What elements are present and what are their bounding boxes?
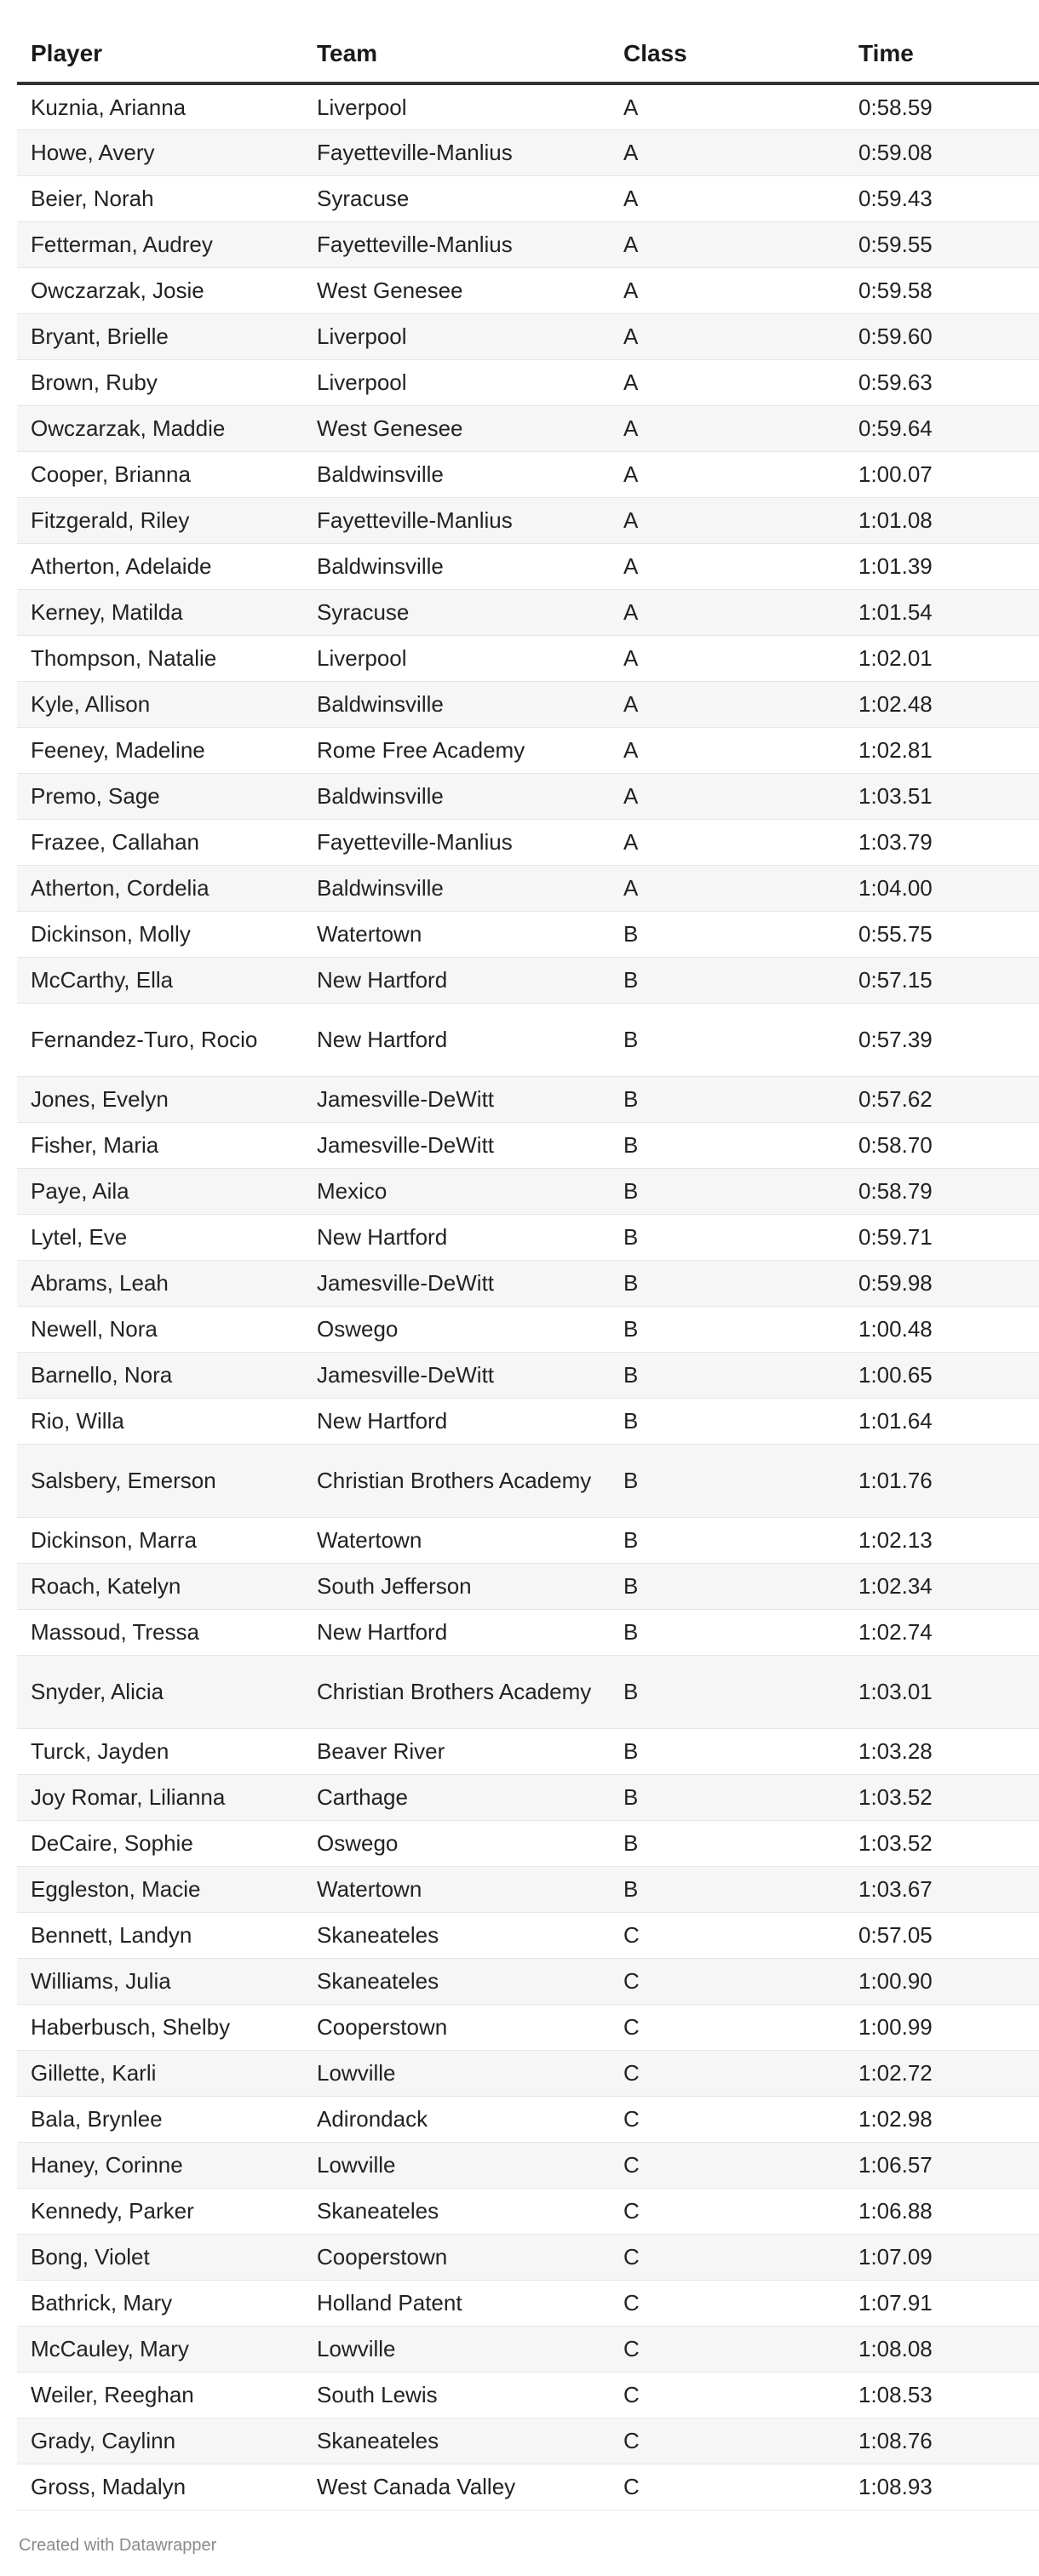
cell-time: 0:59.63: [845, 359, 1039, 405]
table-row: [17, 497, 1039, 543]
cell-player: Owczarzak, Maddie: [17, 405, 303, 451]
cell-class: C: [610, 1912, 845, 1958]
table-row: [17, 2280, 1039, 2326]
cell-player: Newell, Nora: [17, 1306, 303, 1352]
cell-class: A: [610, 635, 845, 681]
table-row: [17, 589, 1039, 635]
cell-class: C: [610, 2326, 845, 2372]
cell-team: Jamesville-DeWitt: [303, 1260, 610, 1306]
cell-time: 1:02.72: [845, 2050, 1039, 2096]
table-row: [17, 451, 1039, 497]
cell-time: 1:00.48: [845, 1306, 1039, 1352]
table-row: [17, 1168, 1039, 1214]
cell-class: A: [610, 221, 845, 267]
cell-team: West Genesee: [303, 267, 610, 313]
datawrapper-credit: Created with Datawrapper: [19, 2535, 217, 2555]
table-row: [17, 1958, 1039, 2004]
cell-time: 1:07.91: [845, 2280, 1039, 2326]
table-row: [17, 1517, 1039, 1563]
cell-team: Adirondack: [303, 2096, 610, 2142]
cell-player: Atherton, Cordelia: [17, 865, 303, 911]
cell-time: 0:55.75: [845, 911, 1039, 957]
cell-player: Dickinson, Marra: [17, 1517, 303, 1563]
cell-class: C: [610, 2234, 845, 2280]
cell-team: Watertown: [303, 1866, 610, 1912]
cell-time: 1:01.39: [845, 543, 1039, 589]
cell-player: Barnello, Nora: [17, 1352, 303, 1398]
table-row: [17, 1306, 1039, 1352]
cell-player: Kerney, Matilda: [17, 589, 303, 635]
cell-player: Fitzgerald, Riley: [17, 497, 303, 543]
cell-class: B: [610, 1728, 845, 1774]
cell-class: A: [610, 773, 845, 819]
cell-class: C: [610, 2464, 845, 2510]
cell-player: Haberbusch, Shelby: [17, 2004, 303, 2050]
cell-team: Syracuse: [303, 175, 610, 221]
cell-class: A: [610, 543, 845, 589]
cell-team: Carthage: [303, 1774, 610, 1820]
cell-time: 0:58.79: [845, 1168, 1039, 1214]
header-row: [17, 0, 1039, 83]
table-row: [17, 1122, 1039, 1168]
cell-team: Lowville: [303, 2142, 610, 2188]
cell-time: 1:00.65: [845, 1352, 1039, 1398]
table-row: [17, 819, 1039, 865]
cell-player: Abrams, Leah: [17, 1260, 303, 1306]
cell-team: West Genesee: [303, 405, 610, 451]
cell-class: C: [610, 2142, 845, 2188]
cell-time: 1:02.01: [845, 635, 1039, 681]
table-row: [17, 221, 1039, 267]
table-row: [17, 1003, 1039, 1076]
cell-class: B: [610, 1214, 845, 1260]
cell-player: Bennett, Landyn: [17, 1912, 303, 1958]
cell-player: Massoud, Tressa: [17, 1609, 303, 1655]
cell-team: Christian Brothers Academy: [303, 1444, 610, 1517]
cell-time: 0:59.71: [845, 1214, 1039, 1260]
cell-time: 1:08.53: [845, 2372, 1039, 2418]
cell-team: Lowville: [303, 2050, 610, 2096]
cell-time: 0:57.05: [845, 1912, 1039, 1958]
cell-team: New Hartford: [303, 1003, 610, 1076]
cell-time: 0:59.58: [845, 267, 1039, 313]
cell-class: B: [610, 1563, 845, 1609]
cell-player: Haney, Corinne: [17, 2142, 303, 2188]
cell-class: B: [610, 1306, 845, 1352]
table-row: [17, 2234, 1039, 2280]
table-row: [17, 2142, 1039, 2188]
cell-time: 1:03.67: [845, 1866, 1039, 1912]
cell-player: Bryant, Brielle: [17, 313, 303, 359]
table-row: [17, 1774, 1039, 1820]
cell-class: A: [610, 865, 845, 911]
table-row: [17, 1655, 1039, 1728]
table-row: [17, 175, 1039, 221]
cell-player: Premo, Sage: [17, 773, 303, 819]
cell-team: Christian Brothers Academy: [303, 1655, 610, 1728]
cell-team: Skaneateles: [303, 1958, 610, 2004]
table-row: [17, 1866, 1039, 1912]
cell-time: 1:01.76: [845, 1444, 1039, 1517]
table-row: [17, 2418, 1039, 2464]
cell-player: Howe, Avery: [17, 129, 303, 175]
cell-time: 1:03.52: [845, 1774, 1039, 1820]
cell-class: A: [610, 359, 845, 405]
cell-team: Skaneateles: [303, 2188, 610, 2234]
cell-player: Bala, Brynlee: [17, 2096, 303, 2142]
cell-time: 1:02.34: [845, 1563, 1039, 1609]
table-row: [17, 359, 1039, 405]
cell-player: Frazee, Callahan: [17, 819, 303, 865]
cell-player: Grady, Caylinn: [17, 2418, 303, 2464]
cell-class: B: [610, 1609, 845, 1655]
cell-player: McCarthy, Ella: [17, 957, 303, 1003]
cell-player: Lytel, Eve: [17, 1214, 303, 1260]
table-row: [17, 1214, 1039, 1260]
cell-team: Skaneateles: [303, 1912, 610, 1958]
cell-team: New Hartford: [303, 1609, 610, 1655]
cell-team: Lowville: [303, 2326, 610, 2372]
column-header-class[interactable]: Class: [610, 0, 845, 83]
cell-player: Fernandez-Turo, Rocio: [17, 1003, 303, 1076]
cell-class: B: [610, 1774, 845, 1820]
cell-player: Fetterman, Audrey: [17, 221, 303, 267]
cell-team: Fayetteville-Manlius: [303, 129, 610, 175]
cell-team: New Hartford: [303, 957, 610, 1003]
cell-class: A: [610, 83, 845, 129]
cell-player: Kennedy, Parker: [17, 2188, 303, 2234]
cell-team: West Canada Valley: [303, 2464, 610, 2510]
cell-time: 0:58.70: [845, 1122, 1039, 1168]
cell-team: Cooperstown: [303, 2234, 610, 2280]
table-header: [17, 0, 1039, 83]
table-row: [17, 957, 1039, 1003]
cell-team: Skaneateles: [303, 2418, 610, 2464]
cell-player: Turck, Jayden: [17, 1728, 303, 1774]
cell-class: A: [610, 819, 845, 865]
cell-time: 1:03.79: [845, 819, 1039, 865]
table-row: [17, 727, 1039, 773]
table-row: [17, 1076, 1039, 1122]
cell-team: Syracuse: [303, 589, 610, 635]
cell-time: 1:03.51: [845, 773, 1039, 819]
cell-time: 0:58.59: [845, 83, 1039, 129]
cell-class: C: [610, 1958, 845, 2004]
table-row: [17, 543, 1039, 589]
cell-class: A: [610, 267, 845, 313]
cell-class: B: [610, 1820, 845, 1866]
table-row: [17, 1563, 1039, 1609]
cell-team: Liverpool: [303, 359, 610, 405]
cell-class: C: [610, 2004, 845, 2050]
cell-class: B: [610, 957, 845, 1003]
cell-time: 1:00.90: [845, 1958, 1039, 2004]
table-row: [17, 2096, 1039, 2142]
table-row: [17, 1728, 1039, 1774]
cell-class: B: [610, 1517, 845, 1563]
cell-time: 1:02.74: [845, 1609, 1039, 1655]
cell-class: B: [610, 1076, 845, 1122]
cell-time: 0:57.15: [845, 957, 1039, 1003]
cell-time: 0:59.55: [845, 221, 1039, 267]
cell-team: Mexico: [303, 1168, 610, 1214]
cell-player: Gross, Madalyn: [17, 2464, 303, 2510]
cell-time: 1:01.64: [845, 1398, 1039, 1444]
cell-time: 0:57.62: [845, 1076, 1039, 1122]
results-table: [17, 0, 1039, 2510]
cell-player: Beier, Norah: [17, 175, 303, 221]
cell-player: Brown, Ruby: [17, 359, 303, 405]
cell-class: B: [610, 1352, 845, 1398]
cell-time: 1:06.57: [845, 2142, 1039, 2188]
cell-player: Thompson, Natalie: [17, 635, 303, 681]
cell-time: 1:03.01: [845, 1655, 1039, 1728]
cell-class: B: [610, 1444, 845, 1517]
cell-team: Baldwinsville: [303, 451, 610, 497]
cell-player: Dickinson, Molly: [17, 911, 303, 957]
table-row: [17, 2004, 1039, 2050]
cell-team: New Hartford: [303, 1398, 610, 1444]
table-row: [17, 83, 1039, 129]
cell-player: Rio, Willa: [17, 1398, 303, 1444]
cell-class: A: [610, 129, 845, 175]
cell-time: 1:04.00: [845, 865, 1039, 911]
cell-class: C: [610, 2372, 845, 2418]
table-row: [17, 405, 1039, 451]
cell-team: Jamesville-DeWitt: [303, 1352, 610, 1398]
cell-team: Jamesville-DeWitt: [303, 1076, 610, 1122]
cell-player: Kyle, Allison: [17, 681, 303, 727]
table-row: [17, 2326, 1039, 2372]
cell-team: South Jefferson: [303, 1563, 610, 1609]
cell-player: Roach, Katelyn: [17, 1563, 303, 1609]
cell-team: Baldwinsville: [303, 865, 610, 911]
cell-player: Eggleston, Macie: [17, 1866, 303, 1912]
cell-player: Kuznia, Arianna: [17, 83, 303, 129]
cell-time: 1:00.99: [845, 2004, 1039, 2050]
cell-team: Fayetteville-Manlius: [303, 819, 610, 865]
cell-time: 1:01.08: [845, 497, 1039, 543]
cell-team: Baldwinsville: [303, 543, 610, 589]
cell-class: B: [610, 1003, 845, 1076]
cell-time: 1:01.54: [845, 589, 1039, 635]
table-row: [17, 635, 1039, 681]
cell-team: Liverpool: [303, 313, 610, 359]
cell-class: A: [610, 405, 845, 451]
cell-time: 1:02.81: [845, 727, 1039, 773]
cell-team: Fayetteville-Manlius: [303, 497, 610, 543]
cell-time: 1:07.09: [845, 2234, 1039, 2280]
cell-class: C: [610, 2280, 845, 2326]
cell-team: Holland Patent: [303, 2280, 610, 2326]
cell-team: Jamesville-DeWitt: [303, 1122, 610, 1168]
cell-time: 1:02.13: [845, 1517, 1039, 1563]
cell-team: Watertown: [303, 911, 610, 957]
cell-player: Bathrick, Mary: [17, 2280, 303, 2326]
cell-team: Fayetteville-Manlius: [303, 221, 610, 267]
cell-time: 0:59.43: [845, 175, 1039, 221]
column-header-team[interactable]: Team: [303, 0, 610, 83]
cell-class: C: [610, 2050, 845, 2096]
cell-player: Owczarzak, Josie: [17, 267, 303, 313]
table-body: [17, 83, 1039, 2510]
cell-class: A: [610, 451, 845, 497]
table-row: [17, 865, 1039, 911]
cell-class: B: [610, 1122, 845, 1168]
column-header-time[interactable]: Time: [845, 0, 1039, 83]
cell-team: Liverpool: [303, 83, 610, 129]
cell-time: 1:03.28: [845, 1728, 1039, 1774]
cell-team: Baldwinsville: [303, 681, 610, 727]
cell-player: Bong, Violet: [17, 2234, 303, 2280]
cell-class: A: [610, 313, 845, 359]
cell-team: Cooperstown: [303, 2004, 610, 2050]
table-row: [17, 1820, 1039, 1866]
cell-team: Oswego: [303, 1306, 610, 1352]
cell-class: B: [610, 911, 845, 957]
cell-time: 1:02.48: [845, 681, 1039, 727]
cell-team: Baldwinsville: [303, 773, 610, 819]
cell-team: Beaver River: [303, 1728, 610, 1774]
cell-player: Jones, Evelyn: [17, 1076, 303, 1122]
cell-class: C: [610, 2188, 845, 2234]
cell-class: A: [610, 589, 845, 635]
cell-time: 0:59.08: [845, 129, 1039, 175]
cell-time: 1:06.88: [845, 2188, 1039, 2234]
table-row: [17, 129, 1039, 175]
cell-time: 1:00.07: [845, 451, 1039, 497]
cell-class: A: [610, 681, 845, 727]
cell-player: Fisher, Maria: [17, 1122, 303, 1168]
cell-player: Salsbery, Emerson: [17, 1444, 303, 1517]
cell-team: New Hartford: [303, 1214, 610, 1260]
cell-team: Liverpool: [303, 635, 610, 681]
cell-class: B: [610, 1260, 845, 1306]
table-row: [17, 2372, 1039, 2418]
cell-player: Feeney, Madeline: [17, 727, 303, 773]
cell-time: 1:08.93: [845, 2464, 1039, 2510]
cell-time: 1:02.98: [845, 2096, 1039, 2142]
table-row: [17, 1609, 1039, 1655]
table-row: [17, 2050, 1039, 2096]
cell-class: A: [610, 497, 845, 543]
column-header-player[interactable]: Player: [17, 0, 303, 83]
cell-time: 0:59.64: [845, 405, 1039, 451]
cell-class: B: [610, 1866, 845, 1912]
cell-team: Rome Free Academy: [303, 727, 610, 773]
cell-time: 1:08.76: [845, 2418, 1039, 2464]
table-row: [17, 911, 1039, 957]
cell-team: Oswego: [303, 1820, 610, 1866]
table-row: [17, 773, 1039, 819]
cell-player: Gillette, Karli: [17, 2050, 303, 2096]
table-row: [17, 267, 1039, 313]
table-row: [17, 1444, 1039, 1517]
cell-team: Watertown: [303, 1517, 610, 1563]
table-row: [17, 1398, 1039, 1444]
cell-player: DeCaire, Sophie: [17, 1820, 303, 1866]
cell-time: 1:03.52: [845, 1820, 1039, 1866]
cell-time: 1:08.08: [845, 2326, 1039, 2372]
cell-player: Atherton, Adelaide: [17, 543, 303, 589]
cell-class: B: [610, 1655, 845, 1728]
cell-time: 0:59.60: [845, 313, 1039, 359]
cell-player: Paye, Aila: [17, 1168, 303, 1214]
cell-player: McCauley, Mary: [17, 2326, 303, 2372]
table-row: [17, 1912, 1039, 1958]
cell-time: 0:59.98: [845, 1260, 1039, 1306]
table-row: [17, 1260, 1039, 1306]
cell-class: B: [610, 1168, 845, 1214]
cell-class: A: [610, 175, 845, 221]
cell-player: Cooper, Brianna: [17, 451, 303, 497]
table-row: [17, 1352, 1039, 1398]
cell-class: C: [610, 2418, 845, 2464]
cell-player: Williams, Julia: [17, 1958, 303, 2004]
cell-class: C: [610, 2096, 845, 2142]
table-row: [17, 313, 1039, 359]
cell-time: 0:57.39: [845, 1003, 1039, 1076]
cell-class: B: [610, 1398, 845, 1444]
table-row: [17, 2188, 1039, 2234]
cell-player: Snyder, Alicia: [17, 1655, 303, 1728]
table-row: [17, 681, 1039, 727]
cell-team: South Lewis: [303, 2372, 610, 2418]
cell-player: Weiler, Reeghan: [17, 2372, 303, 2418]
cell-class: A: [610, 727, 845, 773]
cell-player: Joy Romar, Lilianna: [17, 1774, 303, 1820]
table-row: [17, 2464, 1039, 2510]
